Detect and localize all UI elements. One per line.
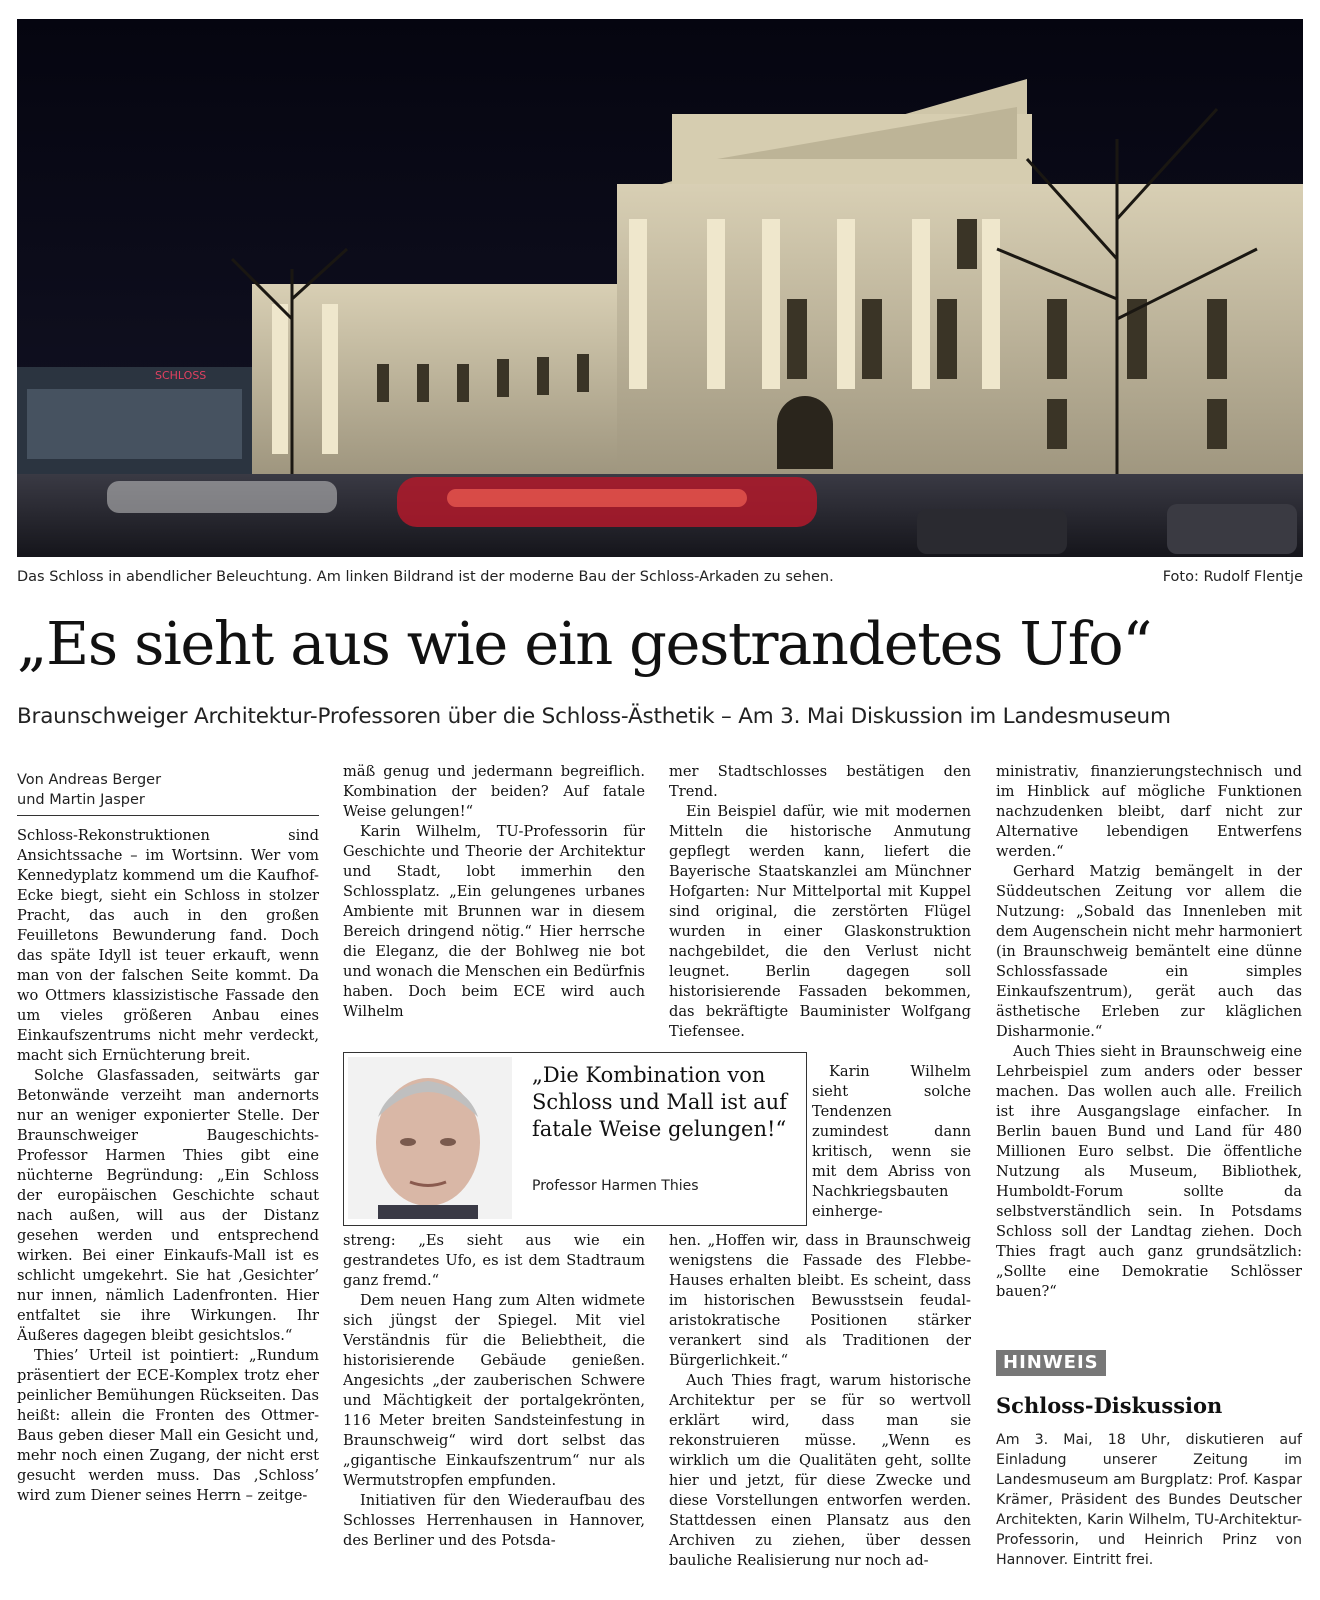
paragraph: mer Stadtschlosses bestätigen den Trend. bbox=[669, 763, 971, 800]
column-2-top bbox=[343, 762, 645, 1022]
paragraph: Karin Wilhelm sieht solche Tendenzen zumindest dann kritisch, wenn sie mit dem Abriss von Nachkriegsbauten einherge- bbox=[812, 1063, 971, 1220]
paragraph: Initiativen für den Wiederaufbau des Schlosses Herrenhausen in Hannover, des Berliner und des Potsda- bbox=[343, 1492, 645, 1549]
subheadline: Braunschweiger Architektur-Professoren über die Schloss-Ästhetik – Am 3. Mai Diskussion im Landesmuseum bbox=[17, 704, 1171, 729]
castle-photo bbox=[17, 19, 1303, 557]
headline: „Es sieht aus wie ein gestrandetes Ufo“ bbox=[17, 609, 1152, 678]
caption-text: Das Schloss in abendlicher Beleuchtung. Am linken Bildrand ist der moderne Bau der Schloss-Arkaden zu sehen. bbox=[17, 569, 834, 585]
column-4 bbox=[996, 762, 1302, 1332]
paragraph: hen. „Hoffen wir, dass in Braunschweig wenigstens die Fassade des Flebbe-Hauses erhalten bleibt. Es scheint, dass im historischen Bewusstsein feudal-aristokratische Positionen stärker verankert sind als Traditionen der Bürgerlichkeit.“ bbox=[669, 1232, 971, 1369]
photo-caption bbox=[17, 569, 1303, 585]
paragraph: ministrativ, finanzierungstechnisch und im Hinblick auf mögliche Funktionen nachzudenken bleibt, darf nicht zur Alternative lebendigen Entwerfens werden.“ bbox=[996, 763, 1302, 860]
infobox-title: Schloss-Diskussion bbox=[996, 1393, 1223, 1418]
paragraph: Auch Thies sieht in Braunschweig eine Lehrbeispiel zum anders oder besser machen. Das wollen auch alle. Freilich ist ihre Ausgangslage einfacher. In Berlin bauen Bund und Land für 480 Millionen Euro selbst. Die öffentliche Nutzung als Museum, Bibliothek, Humboldt-Forum sollte da selbstverständlich sein. In Potsdams Schloss soll der Landtag ziehen. Doch Thies fragt auch ganz grundsätzlich: „Sollte eine Demokratie Schlösser bauen?“ bbox=[996, 1043, 1302, 1300]
pullquote-text: „Die Kombination von Schloss und Mall ist auf fatale Weise gelungen!“ bbox=[532, 1063, 787, 1141]
paragraph: Solche Glasfassaden, seitwärts gar Betonwände verzeiht man andernorts nur an weniger exponierter Stelle. Der Braunschweiger Baugeschichts-Professor Harmen Thies gibt eine nüchterne Begründung: „Ein Schloss der europäischen Geschichte schaut nach außen, will aus der Distanz gesehen werden und entsprechend wirken. Bei einer Einkaufs-Mall ist es schlicht umgekehrt. Sie hat ‚Gesichter’ nur innen, nämlich Ladenfronten. Hier entfaltet sie ihre Wirkungen. Ihr Äußeres dagegen bleibt gesichtslos.“ bbox=[17, 1067, 319, 1344]
pullquote-source: Professor Harmen Thies bbox=[532, 1178, 699, 1194]
byline-divider bbox=[17, 815, 319, 816]
paragraph: mäß genug und jedermann begreiflich. Kombination der beiden? Auf fatale Weise gelungen!“ bbox=[343, 763, 645, 820]
paragraph: Dem neuen Hang zum Alten widmete sich jüngst der Spiegel. Mit viel Verständnis für die Beliebtheit, die historisierende Gebäude genießen. Angesichts „der zauberischen Schwere und Mächtigkeit der portalgekrönten, 116 Meter breiten Sandsteinfestung in Braunschweig“ wird dort selbst das „gigantische Einkaufszentrum“ nur als Wermutstropfen empfunden. bbox=[343, 1292, 645, 1489]
paragraph: streng: „Es sieht aus wie ein gestrandetes Ufo, es ist dem Stadtraum ganz fremd.“ bbox=[343, 1232, 645, 1289]
column-2-bottom bbox=[343, 1231, 645, 1596]
paragraph: Karin Wilhelm, TU-Professorin für Geschichte und Theorie der Architektur und Stadt, lobt immerhin den Schlossplatz. „Ein gelungenes urbanes Ambiente mit Brunnen war in diesem Bereich dringend nötig.“ Hier herrsche die Eleganz, die der Bohlweg nie bot und wonach die Menschen ein Bedürfnis haben. Doch beim ECE wird auch Wilhelm bbox=[343, 823, 645, 1020]
castle-night-illustration bbox=[17, 19, 1303, 557]
mall-sign: SCHLOSS bbox=[155, 369, 207, 382]
infobox-text: Am 3. Mai, 18 Uhr, diskutieren auf Einladung unserer Zeitung im Landesmuseum am Burgplatz: Prof. Kaspar Krämer, Präsident des Bundes Deutscher Architekten, Karin Wilhelm, TU-Architektur-Professorin, und Heinrich Prinz von Hannover. Eintritt frei. bbox=[996, 1432, 1302, 1568]
column-3-top bbox=[669, 762, 971, 1042]
column-3-narrow bbox=[812, 1062, 971, 1222]
photo-credit: Foto: Rudolf Flentje bbox=[1162, 569, 1303, 585]
paragraph: Gerhard Matzig bemängelt in der Süddeutschen Zeitung vor allem die Nutzung: „Sobald das Innenleben mit dem Augenschein nicht mehr harmoniert (in Braunschweig bemäntelt eine dünne Schlossfassade ein simples Einkaufszentrum), gerät auch das ästhetische Erleben zur kläglichen Disharmonie.“ bbox=[996, 863, 1302, 1040]
column-1 bbox=[17, 826, 319, 1596]
paragraph: Schloss-Rekonstruktionen sind Ansichtssache – im Wortsinn. Wer vom Kennedyplatz kommend um die Kaufhof-Ecke biegt, sieht ein Schloss in stolzer Pracht, das auch in den großen Feuilletons Bewunderung fand. Doch das späte Idyll ist teuer erkauft, wenn man von der falschen Seite kommt. Da wo Ottmers klassizistische Fassade den um vieles größeren Anbau eines Einkaufszentrums nicht mehr verdeckt, macht sich Ernüchterung breit. bbox=[17, 827, 319, 1064]
portrait-photo bbox=[348, 1057, 512, 1219]
paragraph: Auch Thies fragt, warum historische Architektur per se für so wertvoll erklärt wird, dass man sie rekonstruieren müsse. „Wenn es wirklich um die Qualitäten geht, sollte hier und jetzt, für diese Zwecke und diese Vorstellungen entworfen werden. Stattdessen einen Plansatz aus den Archiven zu ziehen, über dessen bauliche Realisierung nur noch ad- bbox=[669, 1372, 971, 1569]
byline bbox=[17, 770, 317, 810]
portrait-illustration bbox=[348, 1057, 512, 1219]
hinweis-label: HINWEIS bbox=[996, 1350, 1106, 1376]
byline-line-2: und Martin Jasper bbox=[17, 792, 145, 808]
paragraph: Thies’ Urteil ist pointiert: „Rundum präsentiert der ECE-Komplex trotz eher peinlicher Bemühungen Rückseiten. Das heißt: allein die Fronten des Ottmer-Baus geben dieser Mall ein Gesicht und, mehr noch einen Zugang, der nicht erst gesucht werden muss. Das ‚Schloss’ wird zum Diener seines Herrn – zeitge- bbox=[17, 1347, 319, 1504]
byline-line-1: Von Andreas Berger bbox=[17, 772, 162, 788]
column-3-bottom bbox=[669, 1231, 971, 1596]
paragraph: Ein Beispiel dafür, wie mit modernen Mitteln die historische Anmutung gepflegt werden kann, liefert die Bayerische Staatskanzlei am Münchner Hofgarten: Nur Mittelportal mit Kuppel sind original, die zerstörten Flügel wurden in einer Glaskonstruktion nachgebildet, die den Verlust nicht leugnet. Berlin dagegen soll historisierende Fassaden bekommen, das bekräftigte Bauminister Wolfgang Tiefensee. bbox=[669, 803, 971, 1040]
